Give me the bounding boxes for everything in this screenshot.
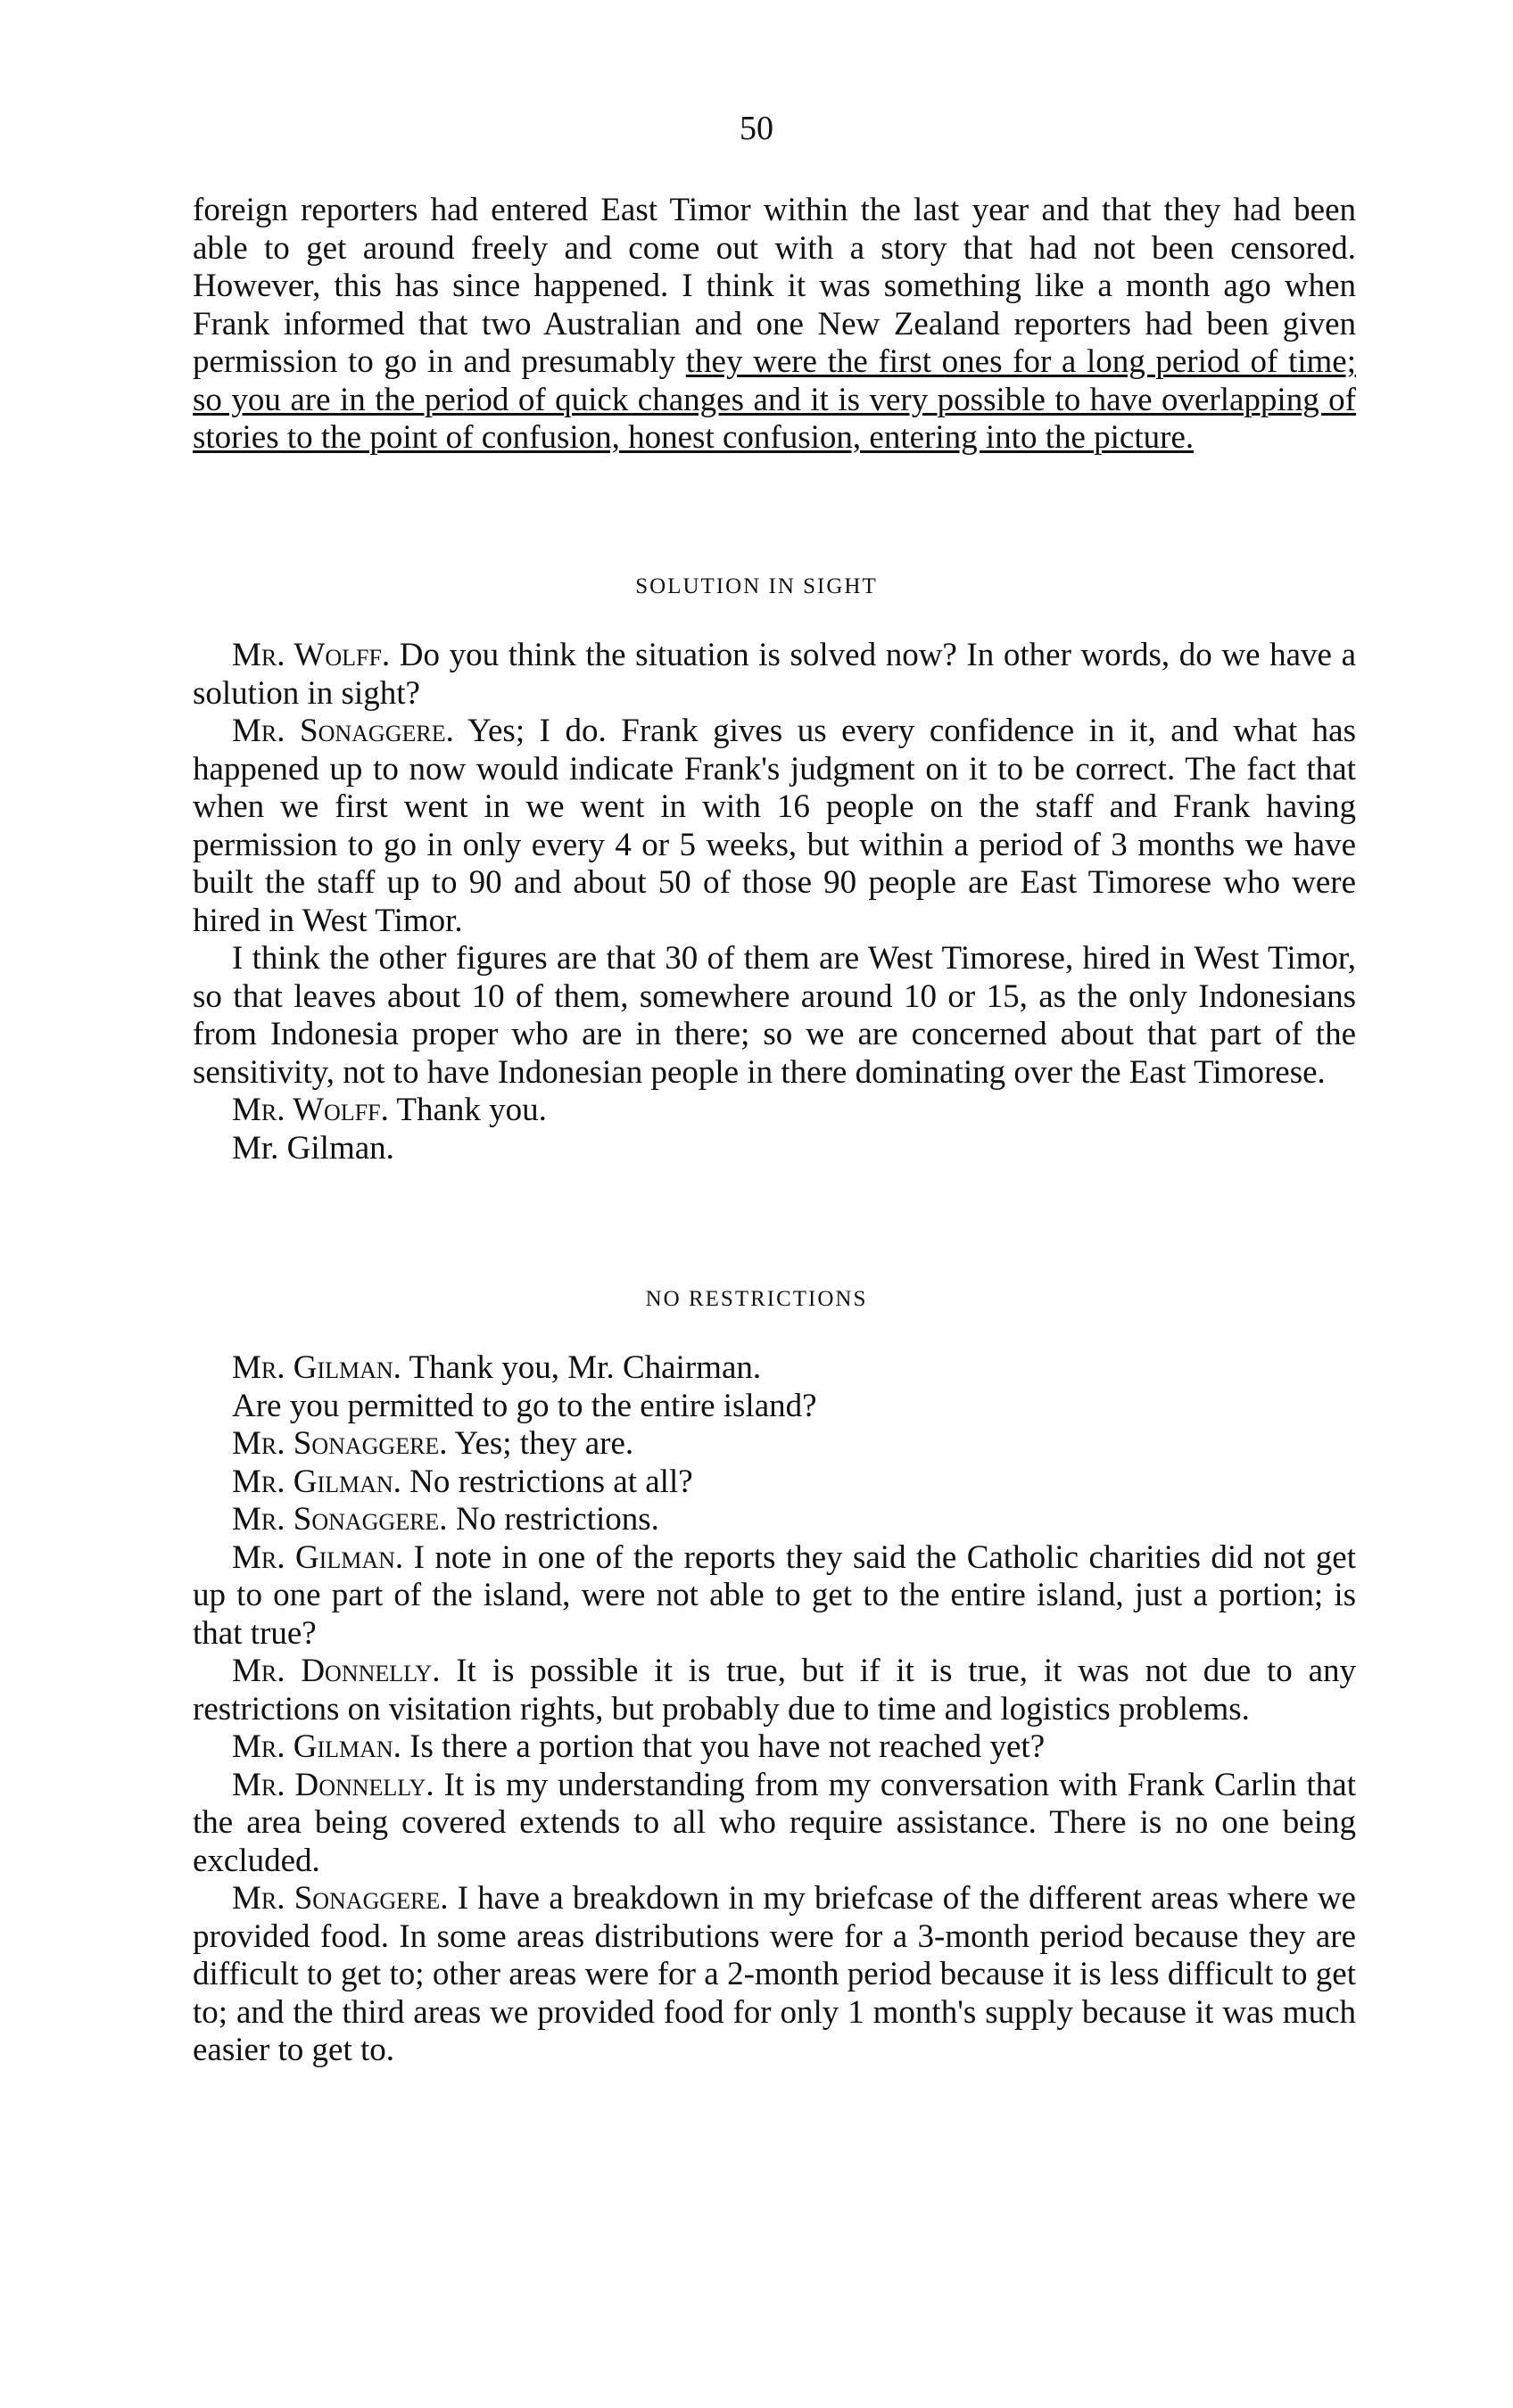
speaker-name: Mr. Sonaggere. — [232, 1880, 449, 1917]
restrictions-section — [193, 1349, 1356, 2070]
testimony-text: Is there a portion that you have not reached yet? — [401, 1728, 1046, 1765]
intro-underlined-text: they were the first ones for a long period of time; so you are in the period of quick changes and it is very possible to have overlapping of stories to the point of confusion, honest confusion, entering into the picture. — [193, 343, 1356, 456]
speaker-name: Mr. Gilman. — [232, 1538, 404, 1576]
speaker-name: Mr. Gilman. — [232, 1349, 401, 1386]
testimony-paragraph — [193, 1092, 1356, 1130]
testimony-text: No restrictions. — [447, 1501, 659, 1538]
testimony-text: Mr. Gilman. — [232, 1129, 394, 1167]
testimony-text: Thank you, Mr. Chairman. — [401, 1349, 762, 1386]
testimony-paragraph — [193, 1388, 1356, 1426]
testimony-paragraph — [193, 1880, 1356, 2070]
speaker-name: Mr. Gilman. — [232, 1463, 401, 1500]
solution-section — [193, 637, 1356, 1167]
testimony-text: Yes; they are. — [447, 1425, 634, 1462]
testimony-text: Yes; I do. Frank gives us every confidence in it, and what has happened up to now would indicate Frank's judgment on it to be correct. The fact that when we first went in we went in with 16 people on the staff and Frank having permission to go in only every 4 or 5 weeks, but within a period of 3 months we have built the staff up to 90 and about 50 of those 90 people are East Timorese who were hired in West Timor. — [193, 713, 1356, 939]
speaker-name: Mr. Donnelly. — [232, 1653, 441, 1689]
testimony-text: I note in one of the reports they said the Catholic charities did not get up to one part of the island, were not able to get to the entire island, just a portion; is that true? — [193, 1538, 1357, 1652]
testimony-text: It is my understanding from my conversation with Frank Carlin that the area being covered extends to all who require assistance. There is no one being excluded. — [193, 1766, 1357, 1879]
testimony-paragraph — [193, 940, 1356, 1092]
testimony-text: No restrictions at all? — [401, 1463, 693, 1500]
speaker-name: Mr. Sonaggere. — [232, 1501, 448, 1538]
testimony-paragraph — [193, 1425, 1356, 1464]
testimony-paragraph — [193, 1767, 1356, 1881]
testimony-text: Do you think the situation is solved now? In other words, do we have a solution in sight? — [193, 637, 1357, 712]
testimony-text: I have a breakdown in my briefcase of the different areas where we provided food. In some areas distributions were for a 3-month period because they are difficult to get to; other areas were for a 2-month period because it is less difficult to get to; and the third areas we provided food for only 1 month's supply because it was much easier to get to. — [193, 1880, 1356, 2068]
testimony-paragraph — [193, 1501, 1356, 1539]
testimony-paragraph — [193, 1464, 1356, 1502]
testimony-text: Are you permitted to go to the entire island? — [232, 1387, 817, 1424]
testimony-paragraph — [193, 1653, 1356, 1728]
testimony-paragraph — [193, 637, 1356, 713]
testimony-paragraph — [193, 1728, 1356, 1767]
page-number: 50 — [740, 110, 773, 147]
speaker-name: Mr. Sonaggere. — [232, 1425, 448, 1462]
intro-plain-text: foreign reporters had entered East Timor within the last year and that they had been able to get around freely and come out with a story that had not been censored. However, this has since happened. I think it was something like a month ago when Frank informed that two Australian and one New Zealand reporters had been given permission to go in and presumably — [193, 192, 1356, 380]
speaker-name: Mr. Gilman. — [232, 1728, 401, 1765]
testimony-paragraph — [193, 1349, 1356, 1388]
testimony-paragraph — [193, 713, 1356, 940]
section-heading-restrictions: NO RESTRICTIONS — [645, 1287, 868, 1311]
speaker-name: Mr. Donnelly. — [232, 1766, 434, 1803]
section-heading-solution: SOLUTION IN SIGHT — [635, 574, 878, 598]
intro-text — [193, 192, 1356, 458]
speaker-name: Mr. Sonaggere. — [232, 713, 454, 749]
testimony-text: Thank you. — [388, 1092, 547, 1128]
speaker-name: Mr. Wolff. — [232, 637, 391, 673]
testimony-text: I think the other figures are that 30 of them are West Timorese, hired in West Timor, so that leaves about 10 of them, somewhere around 10 or 15, as the only Indonesians from Indonesia proper who are in there; so we are concerned about that part of the sensitivity, not to have Indonesian people in there dominating over the East Timorese. — [193, 940, 1356, 1091]
testimony-paragraph — [193, 1539, 1356, 1653]
speaker-name: Mr. Wolff. — [232, 1092, 389, 1128]
intro-paragraph — [193, 192, 1356, 458]
testimony-paragraph — [193, 1130, 1356, 1168]
testimony-text: It is possible it is true, but if it is true, it was not due to any restrictions on visitation rights, but probably due to time and logistics problems. — [193, 1653, 1356, 1728]
